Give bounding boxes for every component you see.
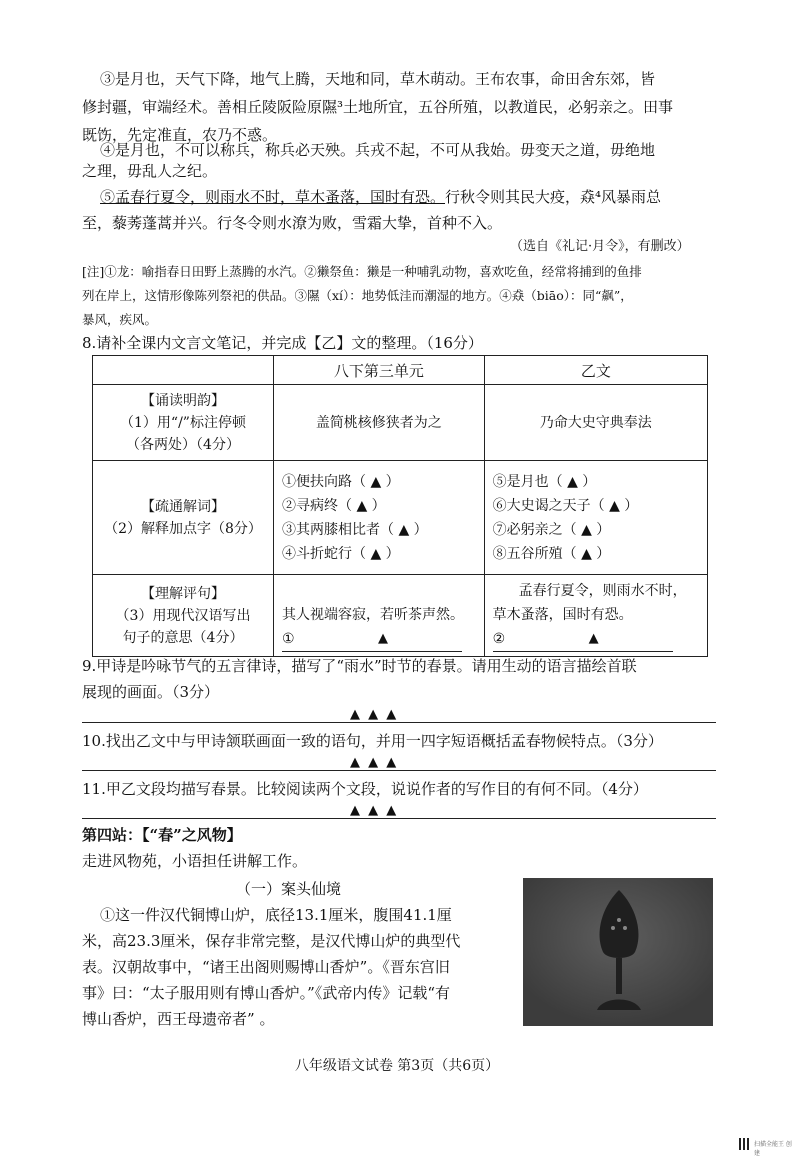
header-unit: 八下第三单元 <box>274 356 485 385</box>
word-item[interactable]: ⑧五谷所殖（ ▲ ） <box>492 545 611 562</box>
answer-blank[interactable]: ① ▲ <box>282 627 462 652</box>
row-label: 【疏通解词】 （2）解释加点字（8分） <box>93 461 274 575</box>
translate-unit <box>274 575 485 657</box>
incense-burner-image <box>523 878 713 1026</box>
word-item[interactable]: ⑦必躬亲之（ ▲ ） <box>492 521 611 538</box>
body-line: 事》曰：“太子服用则有博山香炉。”《武帝内传》记载“有 <box>82 984 451 1002</box>
sentence: 草木蚤落，国时有恐。 <box>492 607 633 623</box>
row-label: 【理解评句】 （3）用现代汉语写出 句子的意思（4分） <box>93 575 274 657</box>
passage-source: （选自《礼记·月令》，有删改） <box>510 239 690 254</box>
word-list-yi <box>484 461 707 575</box>
question-9: 9.甲诗是吟咏节气的五言律诗，描写了“雨水”时节的春景。请用生动的语言描绘首联 <box>82 657 637 675</box>
answer-markers: ▲ ▲ ▲ <box>350 755 399 770</box>
row-label: 【诵读明韵】 （1）用“/”标注停顿 （各两处）（4分） <box>93 385 274 461</box>
answer-blank[interactable]: ② ▲ <box>493 627 673 652</box>
passage-line: ④是月也，不可以称兵，称兵必天殃。兵戎不起，不可从我始。毋变天之道，毋绝地 <box>100 141 656 159</box>
underlined-sentence: ⑤孟春行夏令，则雨水不时，草木蚤落，国时有恐。 <box>100 188 446 206</box>
sentence: 孟春行夏令，则雨水不时， <box>518 583 687 599</box>
subsection-title: （一）案头仙境 <box>236 880 342 898</box>
header-empty <box>93 356 274 385</box>
passage-line: 修封疆，审端经术。善相丘陵阪险原隰³土地所宜，五谷所殖，以教道民，必躬亲之。田事 <box>82 98 674 116</box>
section-title: 第四站：【“春”之风物】 <box>82 826 242 844</box>
note-line: [注]①龙：喻指春日田野上蒸腾的水汽。②獭祭鱼：獭是一种哺乳动物，喜欢吃鱼，经常将捕到的鱼排 <box>82 264 642 279</box>
incense-burner-photo <box>523 878 713 1026</box>
note-line: 暴风，疾风。 <box>82 312 158 327</box>
header-yi: 乙文 <box>484 356 707 385</box>
passage-line <box>100 186 661 208</box>
pause-sentence-yi[interactable]: 乃命大史守典奉法 <box>484 385 707 461</box>
word-item[interactable]: ①便扶向路（ ▲ ） <box>282 473 400 490</box>
question-9: 展现的画面。（3分） <box>82 683 220 701</box>
passage-text: 行秋令则其民大疫，猋⁴风暴雨总 <box>445 188 662 206</box>
question-8: 8.请补全课内文言文笔记，并完成【乙】文的整理。（16分） <box>82 334 483 352</box>
question-11: 11.甲乙文段均描写春景。比较阅读两个文段，说说作者的写作目的有何不同。（4分） <box>82 780 648 798</box>
answer-line[interactable] <box>82 818 716 819</box>
body-line: 米，高23.3厘米，保存非常完整，是汉代博山炉的典型代 <box>82 932 461 950</box>
translate-yi <box>484 575 707 657</box>
word-item[interactable]: ⑤是月也（ ▲ ） <box>492 473 597 490</box>
word-item[interactable]: ③其两膝相比者（ ▲ ） <box>282 521 428 538</box>
notes-table <box>92 355 708 657</box>
answer-line[interactable] <box>82 722 716 723</box>
note-line: 列在岸上，这情形像陈列祭祀的供品。③隰（xí）：地势低洼而潮湿的地方。④猋（biāo）：同“飙”， <box>82 288 633 303</box>
word-item[interactable]: ②寻病终（ ▲ ） <box>282 497 386 514</box>
answer-line[interactable] <box>82 770 716 771</box>
answer-marker: ▲ <box>588 631 599 646</box>
body-line: ①这一件汉代铜博山炉，底径13.1厘米，腹围41.1厘 <box>100 906 452 924</box>
passage-line: 既饬，先定准直，农乃不惑。 <box>82 126 278 144</box>
body-line: 博山香炉，西王母遗帝者” 。 <box>82 1010 275 1028</box>
word-list-unit <box>274 461 485 575</box>
sentence: 其人视端容寂，若听茶声然。 <box>282 607 464 623</box>
question-10: 10.找出乙文中与甲诗颔联画面一致的语句，并用一四字短语概括孟春物候特点。（3分） <box>82 732 663 750</box>
pause-sentence-unit[interactable]: 盖简桃核修狭者为之 <box>274 385 485 461</box>
qr-code-icon <box>739 1138 751 1150</box>
body-line: 表。汉朝故事中，“诸王出阁则赐博山香炉”。《晋东宫旧 <box>82 958 450 976</box>
passage-line: 之理，毋乱人之纪。 <box>82 162 218 180</box>
passage-line: ③是月也，天气下降，地气上腾，天地和同，草木萌动。王布农事，命田舍东郊，皆 <box>100 70 656 88</box>
page-footer: 八年级语文试卷 第3页（共6页） <box>294 1058 500 1074</box>
answer-marker: ▲ <box>378 631 388 646</box>
section-intro: 走进风物苑，小语担任讲解工作。 <box>82 852 308 870</box>
answer-markers: ▲ ▲ ▲ <box>350 707 399 722</box>
answer-markers: ▲ ▲ ▲ <box>350 803 399 818</box>
scanner-watermark: 扫描全能王 创建 <box>754 1141 792 1157</box>
word-item[interactable]: ④斗折蛇行（ ▲ ） <box>282 545 400 562</box>
word-item[interactable]: ⑥大史谒之天子（ ▲ ） <box>492 497 639 514</box>
passage-line: 至，藜莠蓬蒿并兴。行冬令则水潦为败，雪霜大挚，首种不入。 <box>82 214 503 232</box>
